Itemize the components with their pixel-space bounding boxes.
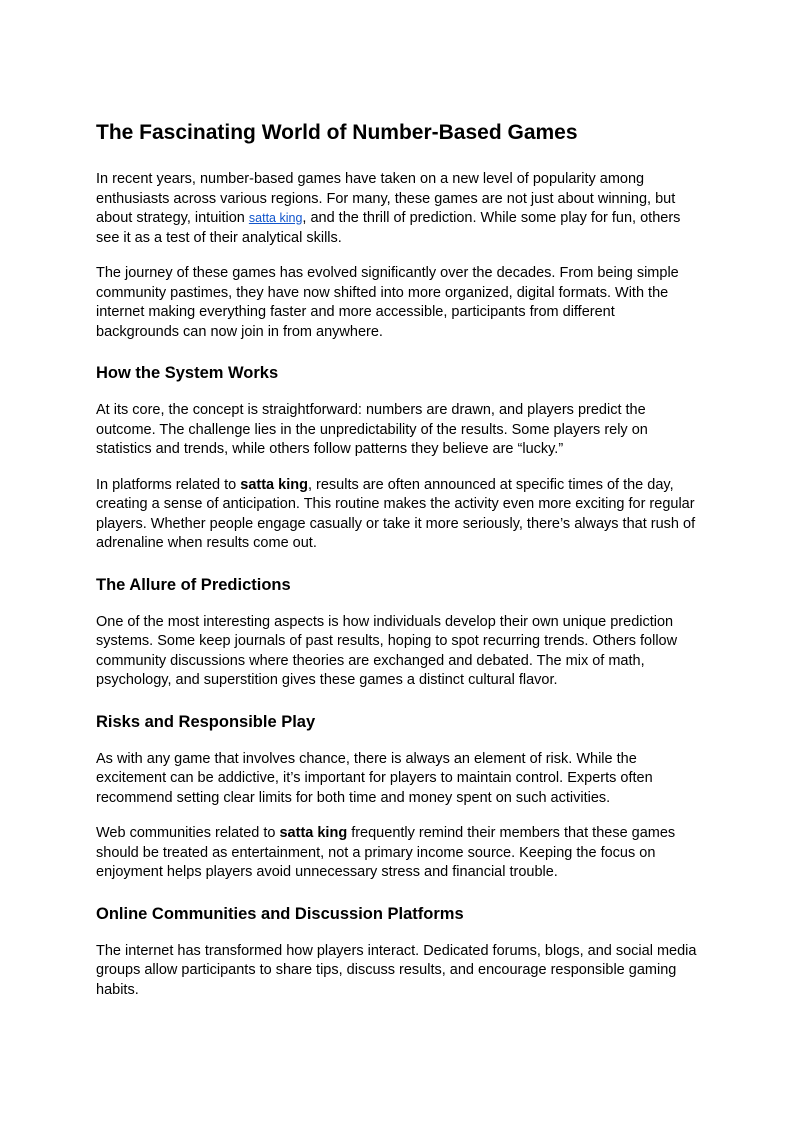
- system-p2-text-after: , results are often announced at specific times of the day, creating a sense of anticipation. This routine makes the activity even more exciting for regular players. Whether people engage casually or take it more seriously, there’s always that rush of adrenaline when results come out.: [96, 476, 696, 551]
- risks-paragraph-1: As with any game that involves chance, there is always an element of risk. While the excitement can be addictive, it’s important for players to maintain control. Experts often recommend setting clear limits for both time and money spent on such activities.: [96, 750, 653, 806]
- risks-p2-text-after: frequently remind their members that these games should be treated as entertainment, not a primary income source. Keeping the focus on enjoyment helps players avoid unnecessary stress and financial trouble.: [96, 825, 676, 880]
- system-paragraph-1: At its core, the concept is straightforward: numbers are drawn, and players predict the outcome. The challenge lies in the unpredictability of the results. Some players rely on statistics and trends, while others follow patterns they believe are “lucky.”: [96, 402, 648, 457]
- intro-p1-text-before: In recent years, number-based games have taken on a new level of popularity among enthusiasts across various regions. For many, these games are not just about winning, but about strategy, intuition: [96, 171, 676, 226]
- system-paragraph-2: [96, 476, 700, 554]
- heading-online-communities: Online Communities and Discussion Platforms: [96, 904, 464, 923]
- page-title: The Fascinating World of Number-Based Games: [96, 121, 578, 144]
- system-p2-text-before: In platforms related to: [96, 476, 241, 493]
- risks-p2-text-before: Web communities related to: [96, 825, 280, 841]
- intro-p1-text-after: , and the thrill of prediction. While some play for fun, others see it as a test of their analytical skills.: [96, 210, 681, 246]
- satta-king-link[interactable]: satta king: [248, 211, 303, 225]
- document-page: [96, 118, 700, 1016]
- online-paragraph-1: The internet has transformed how players interact. Dedicated forums, blogs, and social media groups allow participants to share tips, discuss results, and encourage responsible gaming habits.: [96, 942, 697, 998]
- satta-king-bold: satta king: [279, 825, 348, 841]
- risks-paragraph-2: [96, 824, 700, 883]
- predictions-paragraph-1: One of the most interesting aspects is how individuals develop their own unique prediction systems. Some keep journals of past results, hoping to spot recurring trends. Others follow community discussions where theories are exchanged and debated. The mix of math, psychology, and superstition gives these games a distinct cultural flavor.: [96, 613, 678, 688]
- intro-paragraph-1: [96, 170, 700, 248]
- heading-risks-responsible-play: Risks and Responsible Play: [96, 712, 316, 731]
- intro-paragraph-2: The journey of these games has evolved significantly over the decades. From being simple community pastimes, they have now shifted into more organized, digital formats. With the internet making everything faster and more accessible, participants from different backgrounds can now join in from anywhere.: [96, 265, 679, 340]
- satta-king-bold: satta king: [240, 476, 308, 493]
- heading-allure-predictions: The Allure of Predictions: [96, 575, 291, 594]
- heading-how-system-works: How the System Works: [96, 364, 279, 382]
